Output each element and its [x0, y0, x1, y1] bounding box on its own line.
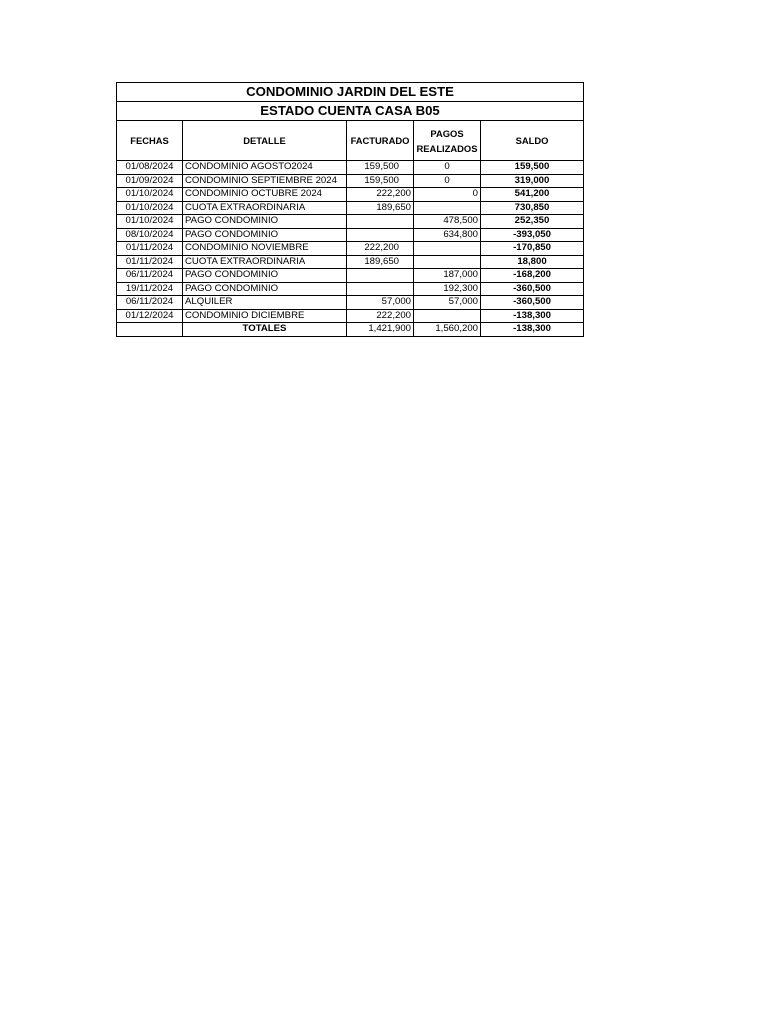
cell-detalle: CONDOMINIO NOVIEMBRE — [183, 242, 347, 256]
table-row — [117, 309, 584, 323]
table-row — [117, 242, 584, 256]
cell-pagos: 192,300 — [414, 282, 481, 296]
table-row — [117, 255, 584, 269]
cell-pagos: 187,000 — [414, 269, 481, 283]
cell-fecha: 08/10/2024 — [117, 228, 183, 242]
totals-pagos: 1,560,200 — [414, 323, 481, 337]
table-row — [117, 215, 584, 229]
cell-pagos — [414, 201, 481, 215]
table-row — [117, 296, 584, 310]
table-row — [117, 174, 584, 188]
cell-facturado: 159,500 — [347, 174, 414, 188]
table-row — [117, 188, 584, 202]
document-subtitle: ESTADO CUENTA CASA B05 — [117, 102, 584, 121]
cell-facturado: 159,500 — [347, 161, 414, 175]
cell-pagos — [414, 255, 481, 269]
cell-facturado — [347, 228, 414, 242]
account-statement-table — [116, 82, 584, 337]
cell-saldo: -170,850 — [481, 242, 584, 256]
cell-saldo: 730,850 — [481, 201, 584, 215]
cell-detalle: PAGO CONDOMINIO — [183, 269, 347, 283]
cell-pagos: 0 — [414, 161, 481, 175]
cell-fecha: 01/12/2024 — [117, 309, 183, 323]
cell-detalle: CUOTA EXTRAORDINARIA — [183, 255, 347, 269]
cell-facturado: 189,650 — [347, 255, 414, 269]
cell-saldo: 319,000 — [481, 174, 584, 188]
table-row — [117, 269, 584, 283]
cell-saldo: 541,200 — [481, 188, 584, 202]
header-fechas: FECHAS — [117, 121, 183, 161]
cell-pagos — [414, 242, 481, 256]
totals-saldo: -138,300 — [481, 323, 584, 337]
cell-facturado: 222,200 — [347, 188, 414, 202]
cell-saldo: -168,200 — [481, 269, 584, 283]
cell-fecha: 06/11/2024 — [117, 296, 183, 310]
cell-fecha: 01/11/2024 — [117, 242, 183, 256]
header-detalle: DETALLE — [183, 121, 347, 161]
header-facturado: FACTURADO — [347, 121, 414, 161]
cell-detalle: ALQUILER — [183, 296, 347, 310]
totals-empty-cell — [117, 323, 183, 337]
cell-facturado: 189,650 — [347, 201, 414, 215]
document-title: CONDOMINIO JARDIN DEL ESTE — [117, 83, 584, 102]
cell-facturado: 57,000 — [347, 296, 414, 310]
totals-facturado: 1,421,900 — [347, 323, 414, 337]
cell-pagos: 57,000 — [414, 296, 481, 310]
header-pagos-line2: REALIZADOS — [416, 142, 478, 154]
totals-label: TOTALES — [183, 323, 347, 337]
cell-pagos — [414, 309, 481, 323]
table-header-row — [117, 121, 584, 161]
cell-saldo: -360,500 — [481, 282, 584, 296]
cell-pagos: 0 — [414, 174, 481, 188]
table-row — [117, 161, 584, 175]
cell-facturado — [347, 282, 414, 296]
cell-saldo: -360,500 — [481, 296, 584, 310]
cell-detalle: CONDOMINIO SEPTIEMBRE 2024 — [183, 174, 347, 188]
cell-fecha: 06/11/2024 — [117, 269, 183, 283]
cell-fecha: 01/08/2024 — [117, 161, 183, 175]
cell-fecha: 01/09/2024 — [117, 174, 183, 188]
cell-detalle: PAGO CONDOMINIO — [183, 215, 347, 229]
cell-detalle: CONDOMINIO DICIEMBRE — [183, 309, 347, 323]
cell-saldo: 252,350 — [481, 215, 584, 229]
cell-saldo: 18,800 — [481, 255, 584, 269]
cell-detalle: PAGO CONDOMINIO — [183, 228, 347, 242]
cell-fecha: 19/11/2024 — [117, 282, 183, 296]
header-pagos-realizados — [414, 121, 481, 161]
table-row — [117, 228, 584, 242]
account-statement-sheet — [116, 82, 583, 337]
totals-row — [117, 323, 584, 337]
cell-saldo: -138,300 — [481, 309, 584, 323]
cell-facturado: 222,200 — [347, 242, 414, 256]
cell-detalle: PAGO CONDOMINIO — [183, 282, 347, 296]
table-row — [117, 282, 584, 296]
cell-detalle: CONDOMINIO OCTUBRE 2024 — [183, 188, 347, 202]
cell-fecha: 01/10/2024 — [117, 188, 183, 202]
cell-facturado — [347, 215, 414, 229]
cell-fecha: 01/10/2024 — [117, 215, 183, 229]
cell-pagos: 478,500 — [414, 215, 481, 229]
cell-facturado — [347, 269, 414, 283]
cell-fecha: 01/10/2024 — [117, 201, 183, 215]
cell-pagos: 634,800 — [414, 228, 481, 242]
cell-fecha: 01/11/2024 — [117, 255, 183, 269]
header-saldo: SALDO — [481, 121, 584, 161]
cell-saldo: 159,500 — [481, 161, 584, 175]
cell-saldo: -393,050 — [481, 228, 584, 242]
table-row — [117, 201, 584, 215]
cell-detalle: CONDOMINIO AGOSTO2024 — [183, 161, 347, 175]
cell-facturado: 222,200 — [347, 309, 414, 323]
cell-pagos: 0 — [414, 188, 481, 202]
header-pagos-line1: PAGOS — [430, 127, 464, 139]
cell-detalle: CUOTA EXTRAORDINARIA — [183, 201, 347, 215]
